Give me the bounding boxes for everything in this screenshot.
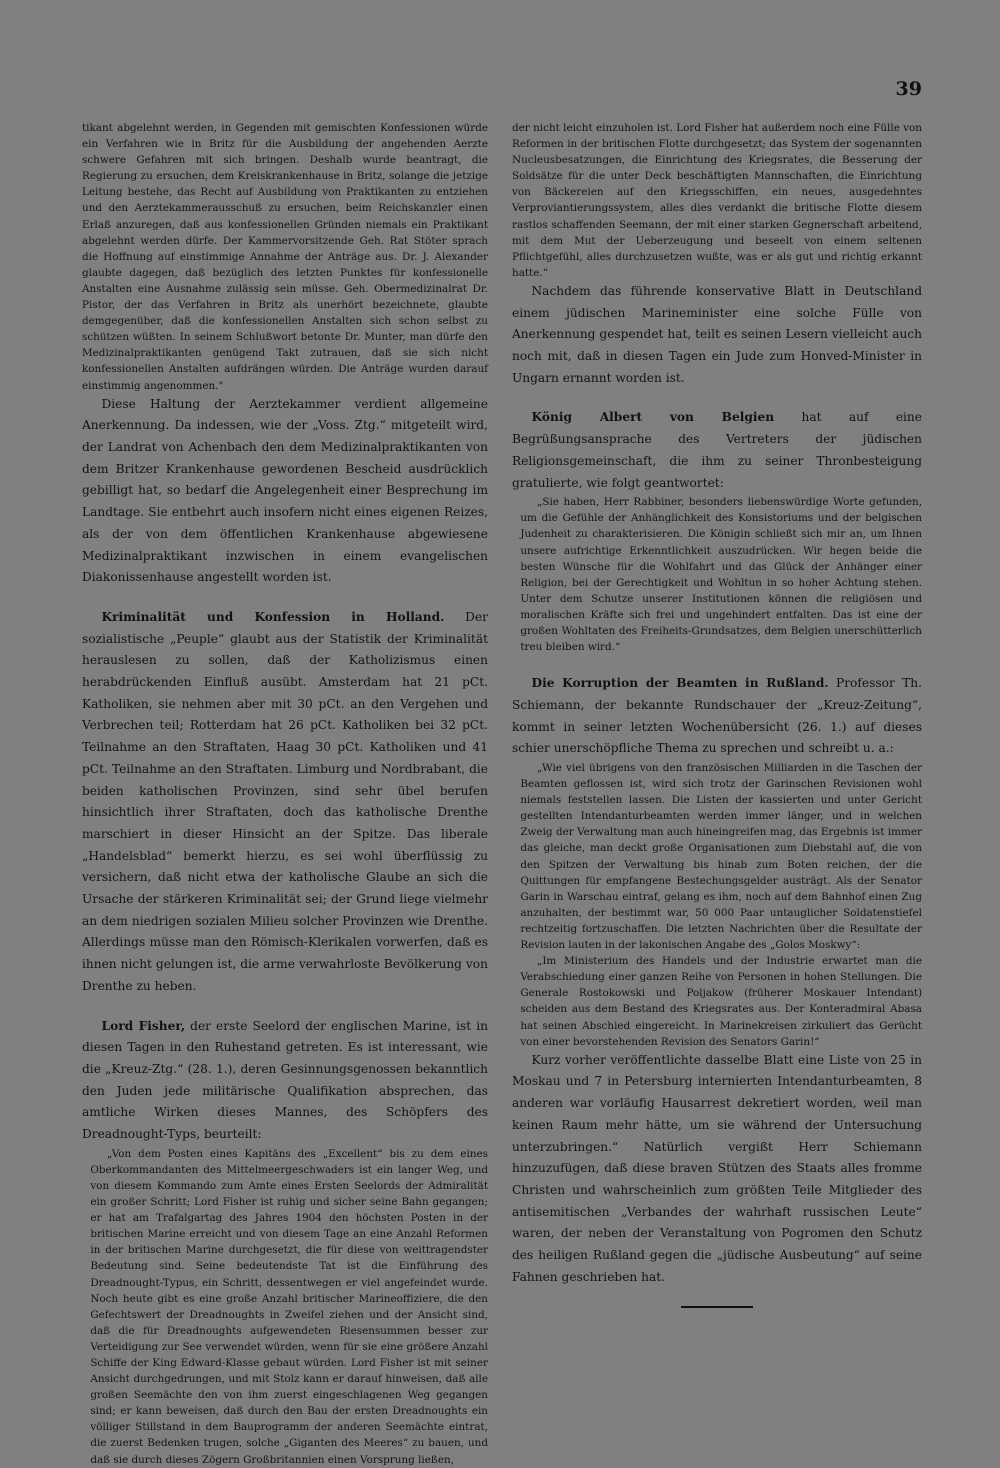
korruption-heading: Die Korruption der Beamten in Rußland. [531,676,829,691]
koenig-albert-quote: „Sie haben, Herr Rabbiner, besonders liebenswürdige Worte gefunden, um die Gefühle der Anhänglichkeit des Konsistoriums und der belgischen Judenheit zu charakterisieren. Die Königin schließt sich mir an, um Ihnen unsere aufrichtige Erkenntlichkeit auszudrücken. Wir hegen beide die besten Wünsche für die Wohlfahrt und das Glück der Anhänger einer Religion, bei der Gerechtigkeit und Wohltun in so hoher Achtung stehen. Unter dem Schutze unserer Institutionen können die religiösen und moralischen Kräfte sich frei und ungehindert entfalten. Das ist eine der großen Wohltaten des Freiheits-Grundsatzes, dem Belgien unerschütterlich treu bleiben wird.“ [520,496,922,654]
kreuzzeitung-quote: „Von dem Posten eines Kapitäns des „Excellent“ bis zu dem eines Oberkommandanten des Mittelmeergeschwaders ist ein langer Weg, und von diesem Kommando zum Amte eines Ersten Seelords der Admiralität ein großer Schritt; Lord Fisher ist ruhig und sicher seine Bahn gegangen; er hat am Trafalgartag des Jahres 1904 den höchsten Posten in der britischen Marine erreicht und von diesem Tage an eine Anzahl Reformen in der britischen Marine durchgesetzt, die für diese von weittragendster Bedeutung sind. Seine bedeutendste Tat ist die Einführung des Dreadnought-Typus, ein Schritt, dessentwegen er viel angefeindet wurde. Noch heute gibt es eine große Anzahl britischer Marineoffiziere, die den Gefechtswert der Dreadnoughts in Zweifel ziehen und der Ansicht sind, daß die für Dreadnoughts aufgewendeten Riesensummen besser zur Verteidigung zur See verwendet würden, wenn für sie eine größere Anzahl Schiffe der King Edward-Klasse gebaut würden. Lord Fisher ist mit seiner Ansicht durchgedrungen, und mit Stolz kann er darauf hinweisen, daß alle großen Seemächte den von ihm zuerst eingeschlagenen Weg gegangen sind; er kann beweisen, daß durch den Bau der ersten Dreadnoughts ein völliger Stillstand in dem Bauprogramm der anderen Seemächte eintrat, die zuerst Bedenken trugen, solche „Giganten des Meeres“ zu bauen, und daß sie durch dieses Zögern Großbritannien einen Vorsprung ließen, [90,1147,488,1466]
section-gap [512,389,922,407]
schiemann-quote: „Wie viel übrigens von den französischen Milliarden in die Taschen der Beamten geflossen ist, wird sich trotz der Garinschen Revisionen wohl niemals feststellen lassen. Die Listen der kassierten und unter Gericht gestellten Intendanturbeamten werden immer länger, und in welchen Zweig der Verwaltung man auch hineingreifen mag, das Ergebnis ist immer das gleiche, man deckt große Organisationen zum Diebstahl auf, die von den Spitzen der Verwaltung bis hinab zum Boten reichen, der die Quittungen für empfangene Bestechungsgelder austrägt. Als der Senator Garin in Warschau eintraf, gelang es ihm, noch auf dem Bahnhof einen Zug anzuhalten, der bestimmt war, 50 000 Paar untauglicher Soldatenstiefel rechtzeitig fortzuschaffen. Die letzten Nachrichten über die Resultate der Revision lauten in der lakonischen Angabe des „Golos Moskwy“: [520,762,922,952]
koenig-albert-heading: König Albert von Belgien [531,410,775,425]
closing-rule [681,1306,753,1308]
left-column [82,120,488,1468]
fisher-quote-continued: der nicht leicht einzuholen ist. Lord Fisher hat außerdem noch eine Fülle von Reformen in der britischen Flotte durchgesetzt; das System der sogenannten Nucleusbesatzungen, die Einrichtung des Kriegsrates, die Besserung der Soldsätze für die unter Deck beschäftigten Mannschaften, die Einrichtung von Bäckereien auf den Kriegsschiffen, ein neues, ausgedehntes Verproviantierungssystem, alles dies verdankt die britische Flotte diesem rastlos schaffenden Seemann, der mit einer starken Gegnerschaft arbeitend, mit dem Mut der Ueberzeugung und beseelt von einem seltenen Pflichtgefühl, alles durchzusetzen wußte, was er als gut und richtig erkannt hatte.“ [512,122,922,279]
section-gap [512,655,922,673]
lord-fisher-article [82,1016,488,1146]
honved-minister-paragraph: Nachdem das führende konservative Blatt in Deutschland einem jüdischen Marineminister eine solche Fülle von Anerkennung gespendet hat, teilt es seinen Lesern vielleicht auch noch mit, daß in diesen Tagen ein Jude zum Honved-Minister in Ungarn ernannt worden ist. [512,283,922,385]
kammer-report-paragraph: tikant abgelehnt werden, in Gegenden mit gemischten Konfessionen würde ein Verfahren wie in Britz für die Ausbildung der angehenden Aerzte schwere Gefahren mit sich bringen. Deshalb wurde beantragt, die Regierung zu ersuchen, dem Kreiskrankenhause in Britz, solange die jetzige Leitung bestehe, das Recht auf Ausbildung von Praktikanten zu entziehen und den Aerztekammerausschuß zu ersuchen, beim Reichskanzler einen Erlaß anzuregen, daß aus konfessionellen Gründen niemals ein Praktikant abgelehnt werden dürfe. Der Kammervorsitzende Geh. Rat Stöter sprach die Hoffnung auf einstimmige Annahme der Anträge aus. Dr. J. Alexander glaubte dagegen, daß bezüglich des letzten Punktes für konfessionelle Anstalten eine Ausnahme zulässig sein müsse. Geh. Obermedizinalrat Dr. Pistor, der das Verfahren in Britz als unerhört bezeichnete, glaubte demgegenüber, daß die konfessionellen Anstalten sich schon selbst zu schützen wüßten. In seinem Schlußwort betonte Dr. Munter, man dürfe den Medizinalpraktikanten genügend Takt zutrauen, daß sie sich nicht konfessionellen Anstalten aufdrängen würden. Die Anträge wurden darauf einstimmig angenommen." [82,122,488,392]
koenig-albert-article [512,407,922,494]
kriminalitaet-body: Der sozialistische „Peuple“ glaubt aus der Statistik der Kriminalität herauslesen zu sollen, daß der Katholizismus einen herabdrückenden Einfluß ausübt. Amsterdam hat 21 pCt. Katholiken, sie nehmen aber mit 30 pCt. an den Vergehen und Verbrechen teil; Rotterdam hat 26 pCt. Katholiken bei 32 pCt. Teilnahme an den Straftaten, Haag 30 pCt. Katholiken und 41 pCt. Teilnahme an den Straftaten. Limburg und Nordbrabant, die beiden katholischen Provinzen, sind sehr übel berufen hinsichtlich ihrer Straftaten, doch das katholische Drenthe marschiert in dieser Hinsicht an der Spitze. Das liberale „Handelsblad“ bemerkt hierzu, es sei wohl überflüssig zu versichern, daß nicht etwa der katholische Glaube an sich die Ursache der stärkeren Kriminalität sei; der Grund liege vielmehr an dem niedrigen sozialen Milieu solcher Provinzen wie Drenthe. Allerdings müsse man den Römisch-Klerikalen vorwerfen, daß es ihnen nicht gelungen ist, die arme verwahrloste Bevölkerung von Drenthe zu heben. [82,609,488,993]
right-column [512,120,922,1308]
intendantur-paragraph: Kurz vorher veröffentlichte dasselbe Blatt eine Liste von 25 in Moskau und 7 in Petersburg internierten Intendanturbeamten, 8 anderen war vorläufig Hausarrest dekretiert worden, weil man keinen Raum mehr hätte, um sie während der Untersuchung unterzubringen.“ Natürlich vergißt Herr Schiemann hinzuzufügen, daß diese braven Stützen des Staats alles fromme Christen und wahrscheinlich zum größten Teile Mitglieder des antisemitischen „Verbandes der wahrhaft russischen Leute“ waren, der neben der Veranstaltung von Pogromen den Schutz des heiligen Rußland gegen die „jüdische Ausbeutung“ auf seine Fahnen geschrieben hat. [512,1052,922,1284]
kriminalitaet-heading: Kriminalität und Konfession in Holland. [101,609,445,624]
lord-fisher-body: der erste Seelord der englischen Marine, ist in diesen Tagen in den Ruhestand getreten. Es ist interessant, wie die „Kreuz-Ztg.“ (28. 1.), deren Gesinnungsgenossen bekanntlich den Juden jede militärische Qualifikation absprechen, das amtliche Wirken dieses Mannes, des Schöpfers des Dreadnought-Typs, beurteilt: [82,1018,488,1142]
golos-moskwy-quote: „Im Ministerium des Handels und der Industrie erwartet man die Verabschiedung einer ganzen Reihe von Personen in hohen Stellungen. Die Generale Rostokowski und Poljakow (früherer Moskauer Intendant) scheiden aus dem Bestand des Kriegsrates aus. Der Konteradmiral Abasa hat seinen Abschied eingereicht. In Marinekreisen zirkuliert das Gerücht von einer bevorstehenden Revision des Senators Garin!“ [520,955,922,1048]
korruption-article [512,673,922,760]
korruption-body: Professor Th. Schiemann, der bekannte Rundschauer der „Kreuz-Zeitung“, kommt in seiner letzten Wochenübersicht (26. 1.) auf dieses schier unerschöpfliche Thema zu sprechen und schreibt u. a.: [512,676,922,756]
aerztekammer-commentary-paragraph: Diese Haltung der Aerztekammer verdient allgemeine Anerkennung. Da indessen, wie der „Voss. Ztg.“ mitgeteilt wird, der Landrat von Achenbach den dem Medizinalpraktikanten von dem Britzer Krankenhause gewordenen Bescheid ausdrücklich gebilligt hat, so bedarf die Angelegenheit einer Besprechung im Landtage. Sie entbehrt auch insofern nicht eines eigenen Reizes, als der von dem öffentlichen Krankenhause abgewiesene Medizinalpraktikant inzwischen in einem evangelischen Diakonissenhause angestellt worden ist. [82,396,488,585]
koenig-albert-body: hat auf eine Begrüßungsansprache des Vertreters der jüdischen Religionsgemeinschaft, die ihm zu seiner Thronbesteigung gratulierte, wie folgt geantwortet: [512,410,922,490]
lord-fisher-heading: Lord Fisher, [101,1018,186,1033]
kriminalitaet-article [82,607,488,998]
page-number: 39 [895,78,922,100]
section-gap [82,998,488,1016]
section-gap [82,589,488,607]
